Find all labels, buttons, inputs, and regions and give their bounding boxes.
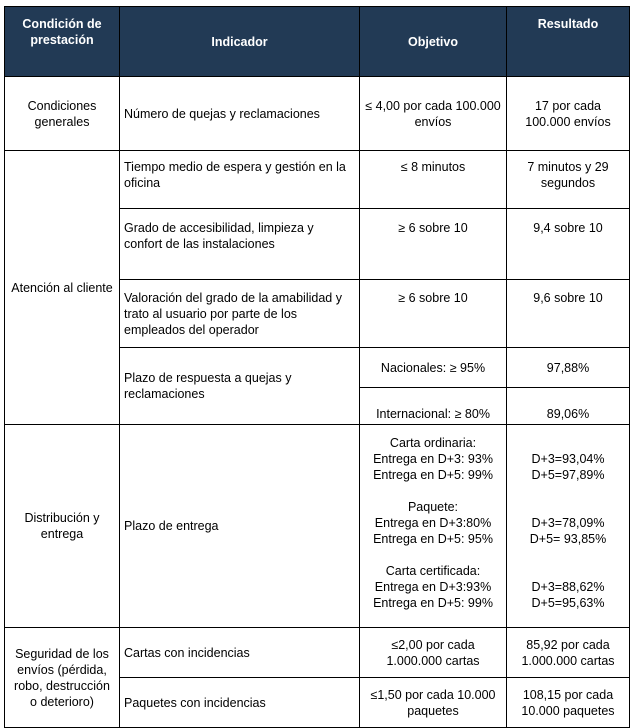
objective-cell: ≤1,50 por cada 10.000 paquetes xyxy=(360,678,507,728)
spacer xyxy=(511,563,625,579)
objective-line: Paquete: xyxy=(407,500,459,514)
header-objetivo: Objetivo xyxy=(360,7,507,77)
service-quality-table xyxy=(4,6,630,728)
result-cell: 89,06% xyxy=(507,388,630,425)
condition-cell: Atención al cliente xyxy=(5,151,120,425)
objective-line: Entrega en D+5: 99% xyxy=(373,468,493,482)
condition-cell: Seguridad de los envíos (pérdida, robo, destrucción o deterioro) xyxy=(5,628,120,728)
objective-cell: Internacional: ≥ 80% xyxy=(360,388,507,425)
result-line: D+5= 93,85% xyxy=(529,532,607,546)
result-line: D+3=78,09% xyxy=(531,516,605,530)
result-cell: 108,15 por cada 10.000 paquetes xyxy=(507,678,630,728)
header-row xyxy=(5,7,630,77)
objective-line: Entrega en D+5: 95% xyxy=(373,532,493,546)
header-indicador: Indicador xyxy=(120,7,360,77)
objective-cell: ≥ 6 sobre 10 xyxy=(360,280,507,348)
table-row xyxy=(5,77,630,151)
table-row xyxy=(5,425,630,628)
objective-line: Entrega en D+3:80% xyxy=(374,516,492,530)
result-cell: 17 por cada 100.000 envíos xyxy=(507,77,630,151)
objective-cell: ≥ 6 sobre 10 xyxy=(360,209,507,280)
objective-line: Entrega en D+3:93% xyxy=(374,580,492,594)
condition-cell: Condiciones generales xyxy=(5,77,120,151)
objective-line: Carta ordinaria: xyxy=(389,436,477,450)
result-line: D+5=95,63% xyxy=(531,596,605,610)
spacer xyxy=(364,483,502,499)
result-cell: 97,88% xyxy=(507,348,630,388)
result-cell: 9,4 sobre 10 xyxy=(507,209,630,280)
spacer xyxy=(511,499,625,515)
result-cell: 7 minutos y 29 segundos xyxy=(507,151,630,209)
result-line: D+3=93,04% xyxy=(531,452,605,466)
indicator-cell: Número de quejas y reclamaciones xyxy=(120,77,360,151)
indicator-cell: Plazo de entrega xyxy=(120,425,360,628)
result-cell: 9,6 sobre 10 xyxy=(507,280,630,348)
indicator-cell: Tiempo medio de espera y gestión en la oficina xyxy=(120,151,360,209)
spacer xyxy=(364,547,502,563)
indicator-cell: Cartas con incidencias xyxy=(120,628,360,678)
spacer xyxy=(511,483,625,499)
objective-cell: ≤ 4,00 por cada 100.000 envíos xyxy=(360,77,507,151)
indicator-cell: Plazo de respuesta a quejas y reclamaciones xyxy=(120,348,360,425)
indicator-cell: Valoración del grado de la amabilidad y trato al usuario por parte de los empleados del operador xyxy=(120,280,360,348)
objective-line: Entrega en D+3: 93% xyxy=(373,452,493,466)
objective-cell: Nacionales: ≥ 95% xyxy=(360,348,507,388)
header-resultado: Resultado xyxy=(507,7,630,77)
indicator-cell: Paquetes con incidencias xyxy=(120,678,360,728)
result-cell xyxy=(507,425,630,628)
objective-cell xyxy=(360,425,507,628)
result-line: D+5=97,89% xyxy=(531,468,605,482)
result-cell: 85,92 por cada 1.000.000 cartas xyxy=(507,628,630,678)
objective-line: Carta certificada: xyxy=(385,564,481,578)
indicator-cell: Grado de accesibilidad, limpieza y confort de las instalaciones xyxy=(120,209,360,280)
objective-cell: ≤2,00 por cada 1.000.000 cartas xyxy=(360,628,507,678)
spacer xyxy=(511,547,625,563)
condition-cell: Distribución y entrega xyxy=(5,425,120,628)
table-row xyxy=(5,151,630,209)
objective-cell: ≤ 8 minutos xyxy=(360,151,507,209)
result-line: D+3=88,62% xyxy=(531,580,605,594)
header-condicion: Condición de prestación xyxy=(5,7,120,77)
objective-line: Entrega en D+5: 99% xyxy=(373,596,493,610)
table-row xyxy=(5,628,630,678)
